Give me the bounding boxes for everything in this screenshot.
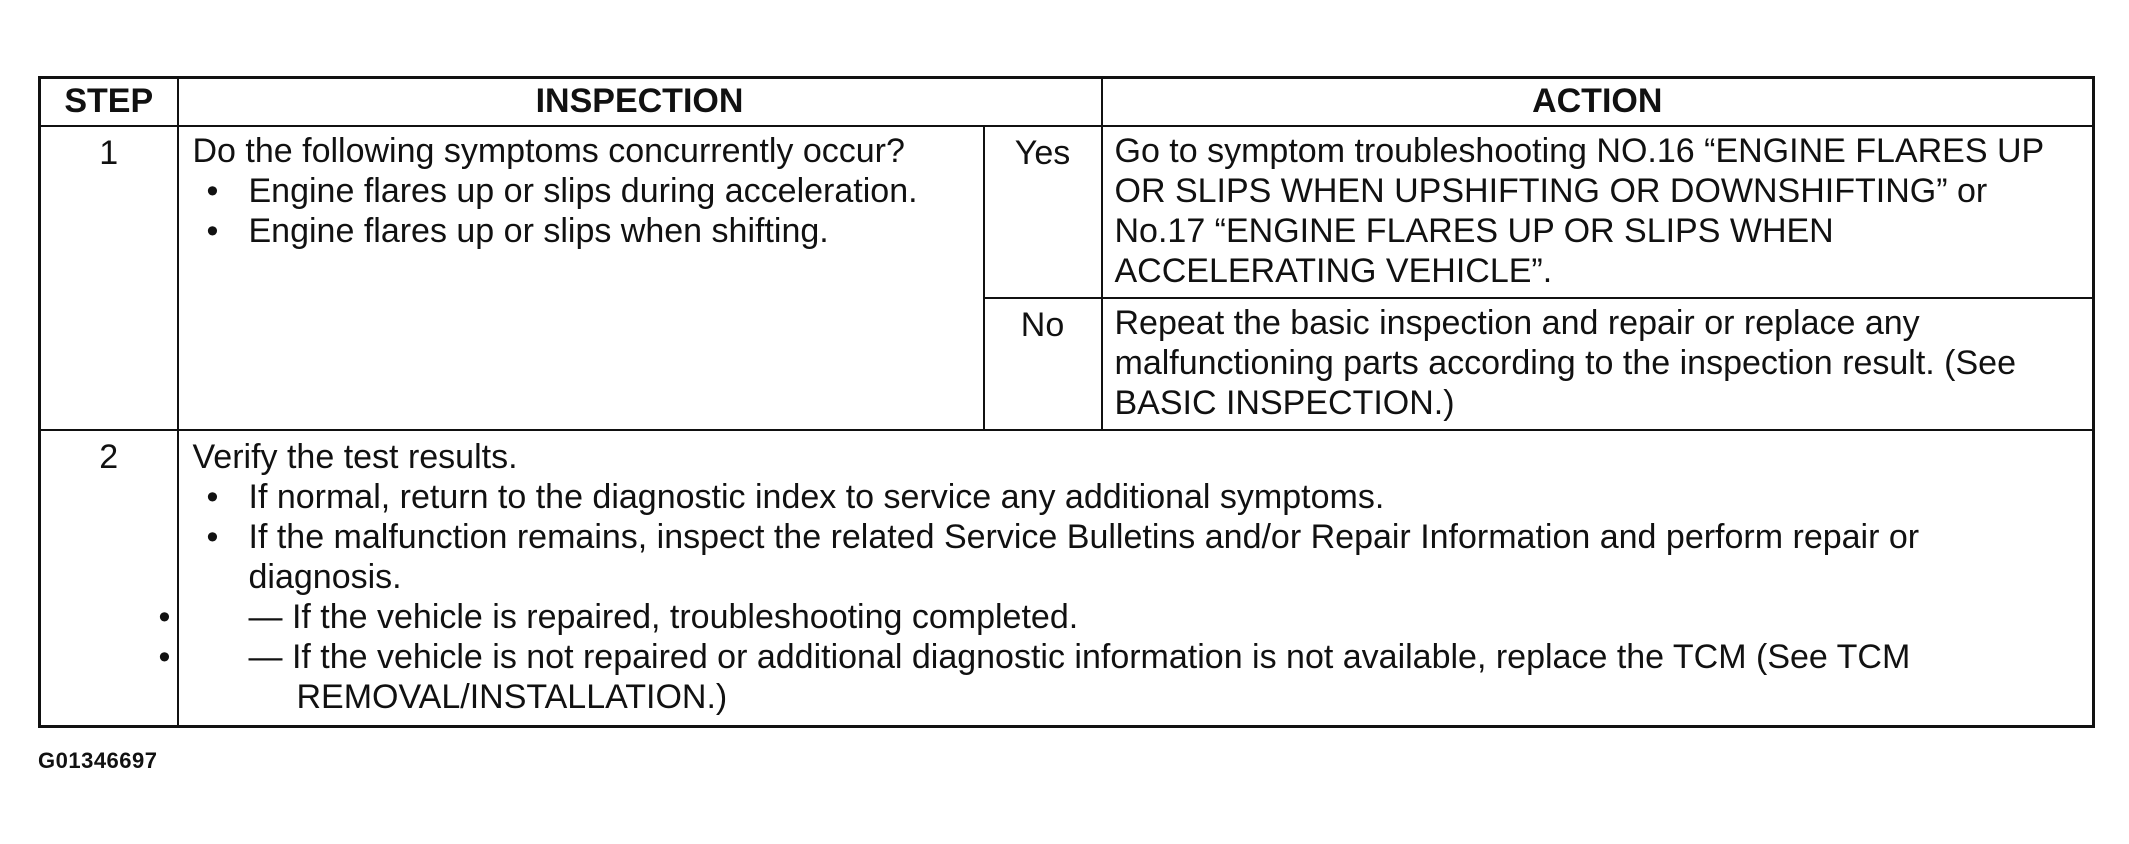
step2-bullet-text: If the malfunction remains, inspect the related Service Bulletins and/or Repair Information and perform repair or diagnosis. — [248, 518, 1920, 596]
step2-intro: Verify the test results. — [192, 438, 518, 476]
step2-number: 2 — [40, 430, 178, 727]
step1-bullet: • Engine flares up or slips when shifting. — [193, 211, 969, 251]
step1-bullet: • Engine flares up or slips during acceleration. — [193, 171, 969, 211]
step1-yes-label: Yes — [984, 126, 1102, 298]
step1-yes-row — [40, 126, 2094, 298]
step1-number: 1 — [40, 126, 178, 430]
step2-sub-list — [193, 597, 2079, 717]
step1-no-label: No — [984, 298, 1102, 430]
step2-row — [40, 430, 2094, 727]
step2-bullet-list — [193, 477, 2079, 717]
step2-bullet: • If normal, return to the diagnostic index to service any additional symptoms. — [193, 477, 2079, 517]
step1-bullet-list — [193, 171, 969, 251]
step2-sub-item: • — If the vehicle is repaired, troubleshooting completed. — [193, 597, 2079, 637]
step1-inspection — [178, 126, 984, 430]
step1-no-action: Repeat the basic inspection and repair or replace any malfunctioning parts according to the inspection result. (See BASIC INSPECTION.) — [1102, 298, 2094, 430]
step1-yes-action: Go to symptom troubleshooting NO.16 “ENGINE FLARES UP OR SLIPS WHEN UPSHIFTING OR DOWNSHIFTING” or No.17 “ENGINE FLARES UP OR SLIPS WHEN ACCELERATING VEHICLE”. — [1102, 126, 2094, 298]
header-action: ACTION — [1102, 78, 2094, 127]
header-row — [40, 78, 2094, 127]
header-step: STEP — [40, 78, 178, 127]
step1-question: Do the following symptoms concurrently occur? — [192, 132, 905, 170]
step2-bullet — [193, 517, 2079, 717]
header-inspection: INSPECTION — [178, 78, 1102, 127]
step2-inspection — [178, 430, 2094, 727]
diagnostic-table — [38, 76, 2095, 728]
step2-sub-item: • — If the vehicle is not repaired or additional diagnostic information is not available, replace the TCM (See TCM REMOVAL/INSTALLATION.) — [193, 637, 2079, 717]
figure-id: G01346697 — [38, 748, 158, 773]
